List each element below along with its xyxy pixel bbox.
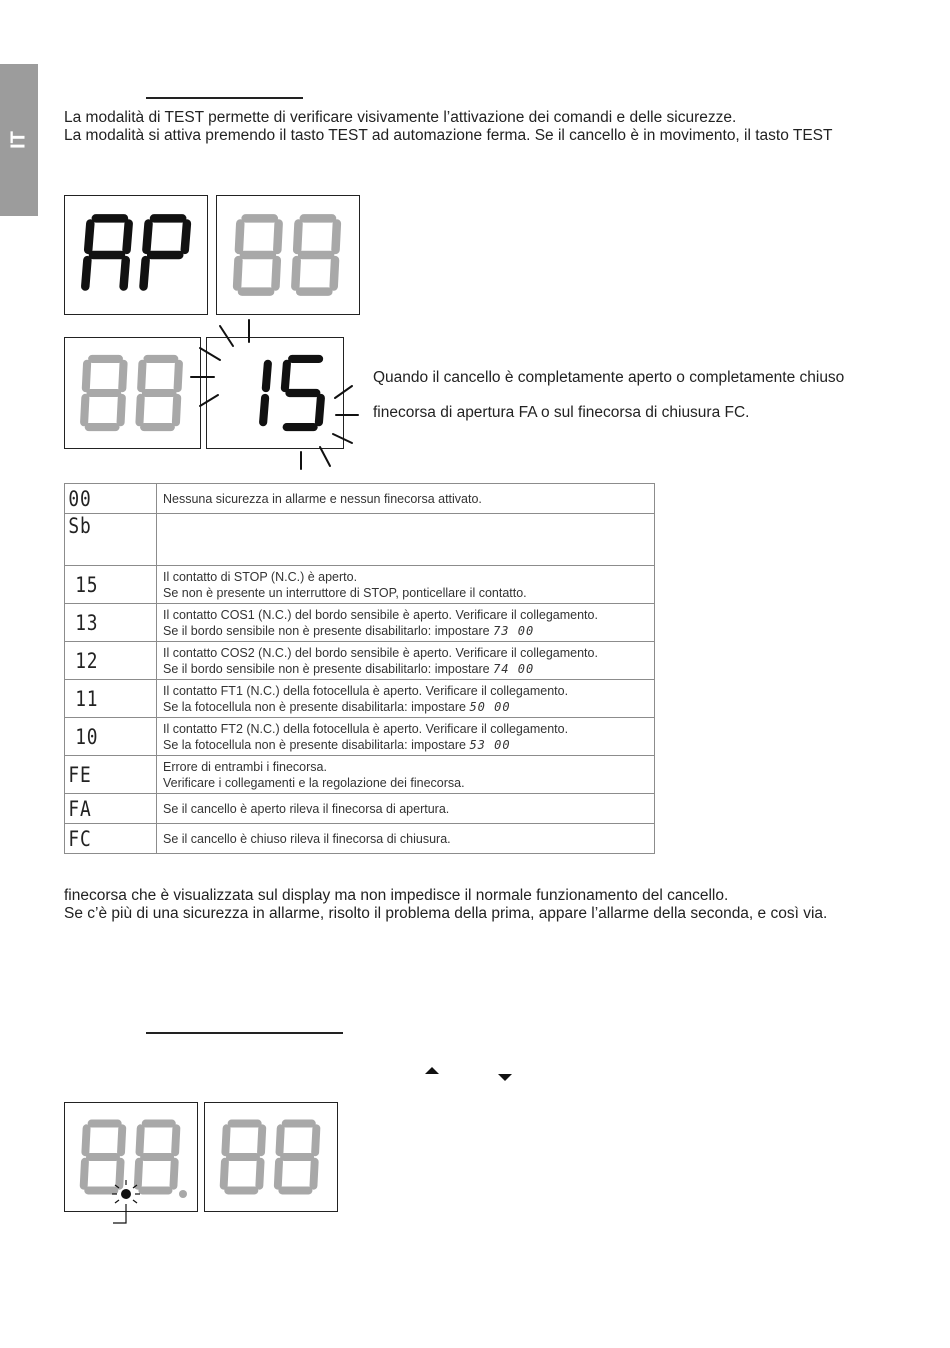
side-note-line1: Quando il cancello è completamente aperto o completamente chiuso [373,369,845,386]
segment [237,260,238,286]
segment [313,1162,314,1186]
segment [139,398,140,422]
description-line1: Il contatto FT2 (N.C.) della fotocellula è aperto. Verificare il collegamento. [163,721,569,736]
code-value: 12 [75,648,99,673]
display-mid-left-digits [65,338,200,448]
description-line1: Se il cancello è chiuso rileva il finecorsa di chiusura. [163,831,451,846]
display-top-left-digits [65,196,207,314]
segment [185,224,187,250]
description-line2-text: Verificare i collegamenti e la regolazione dei finecorsa. [163,775,465,790]
code-cell [65,824,157,854]
table-row [65,756,655,794]
segment [84,398,85,422]
segment [315,1128,316,1152]
segment [85,1128,86,1152]
segment [122,364,123,388]
segment [334,260,335,286]
code-cell [65,566,157,604]
description-line1: Il contatto COS2 (N.C.) del bordo sensibile è aperto. Verificare il collegamento. [163,645,598,660]
code-value: FC [68,826,92,851]
code-value: Sb [68,514,92,538]
codes-table [64,483,655,854]
description-cell [157,566,655,604]
segment [280,1128,281,1152]
description-line2-text: Se la fotocellula non è presente disabilitarla: impostare [163,699,466,714]
code-value: 11 [75,686,99,711]
code-value: FA [68,796,92,821]
table-row [65,642,655,680]
code-cell [65,642,157,680]
display-top-left [64,195,208,315]
description-line2 [163,661,648,677]
language-tab [0,64,38,216]
section2-heading-rule [146,1032,343,1034]
description-line2-text: Se non è presente un interruttore di STOP, ponticellare il contatto. [163,585,527,600]
code-cell [65,756,157,794]
code-cell [65,680,157,718]
section1-footer-line2: Se c’è più di una sicurezza in allarme, risolto il problema della prima, appare l’allarme della seconda, e così via. [64,905,828,922]
decimal-point-blink-icon [100,1176,200,1232]
description-line2 [163,737,648,753]
description-cell [157,824,655,854]
code-cell [65,514,157,566]
code-value: 10 [75,724,99,749]
segment [124,260,126,286]
code-cell [65,794,157,824]
description-line2-text: Se la fotocellula non è presente disabilitarla: impostare [163,737,466,752]
section1-intro-line1: La modalità di TEST permette di verificare visivamente l’attivazione dei comandi e delle sicurezze. [64,109,737,126]
setting-value: 53 00 [469,737,511,752]
code-value: FE [68,762,92,787]
description-line1: Errore di entrambi i finecorsa. [163,759,327,774]
segment [178,364,179,388]
arrow-down-icon [497,1072,513,1082]
code-value: 15 [75,572,99,597]
segment [121,398,122,422]
segment [275,260,276,286]
segment [86,364,87,388]
description-line2 [163,585,648,601]
description-line2-text: Se il bordo sensibile non è presente disabilitarlo: impostare [163,623,490,638]
arrow-up-icon [424,1066,440,1076]
code-cell [65,718,157,756]
section1-footer-line1: finecorsa che è visualizzata sul display ma non impedisce il normale funzionamento del cancello. [64,887,729,904]
segment [85,260,87,286]
description-cell [157,642,655,680]
segment [144,260,146,286]
segment [297,224,298,250]
segment [88,224,90,250]
language-tab-label: IT [7,131,30,149]
section1-intro-line2: La modalità si attiva premendo il tasto TEST ad automazione ferma. Se il cancello è in movimento, il tasto TEST [64,127,833,144]
code-value: 00 [68,486,92,511]
description-cell [157,604,655,642]
segment [239,224,240,250]
description-line1: Il contatto COS1 (N.C.) del bordo sensibile è aperto. Verificare il collegamento. [163,607,598,622]
setting-value: 74 00 [493,661,535,676]
segment [295,260,296,286]
side-note-line2: finecorsa di apertura FA o sul finecorsa di chiusura FC. [373,404,750,421]
description-line1: Il contatto FT1 (N.C.) della fotocellula è aperto. Verificare il collegamento. [163,683,569,698]
display-top-right [216,195,360,315]
section1-heading-rule [146,97,303,99]
segment [121,1128,122,1152]
segment [261,1128,262,1152]
segment [141,364,142,388]
table-row [65,794,655,824]
description-cell [157,680,655,718]
description-line2 [163,775,648,791]
blink-rays-icon [186,316,366,476]
segment [278,1162,279,1186]
setting-value: 73 00 [493,623,535,638]
segment [224,1162,225,1186]
segment [176,398,177,422]
description-cell [157,484,655,514]
table-row [65,718,655,756]
table-row [65,824,655,854]
description-line2 [163,699,648,715]
table-row [65,484,655,514]
segment [225,1128,226,1152]
description-line2-text: Se il bordo sensibile non è presente disabilitarlo: impostare [163,661,490,676]
description-line2 [163,623,648,639]
display-top-right-digits [217,196,359,314]
segment [146,224,148,250]
segment [84,1162,85,1186]
code-value: 13 [75,610,99,635]
description-cell [157,794,655,824]
segment [175,1128,176,1152]
table-row [65,566,655,604]
display-bottom-right-digits [205,1103,337,1211]
segment [140,1128,141,1152]
segment [277,224,278,250]
setting-value: 50 00 [469,699,511,714]
description-cell [157,756,655,794]
table-row [65,514,655,566]
description-line1: Nessuna sicurezza in allarme e nessun finecorsa attivato. [163,491,482,506]
description-line1: Se il cancello è aperto rileva il finecorsa di apertura. [163,801,450,816]
description-cell [157,718,655,756]
display-mid-left [64,337,201,449]
description-line1: Il contatto di STOP (N.C.) è aperto. [163,569,358,584]
description-cell [157,514,655,566]
code-cell [65,604,157,642]
segment [259,1162,260,1186]
table-row [65,680,655,718]
segment [336,224,337,250]
code-cell [65,484,157,514]
display-bottom-right [204,1102,338,1212]
table-row [65,604,655,642]
segment [127,224,129,250]
